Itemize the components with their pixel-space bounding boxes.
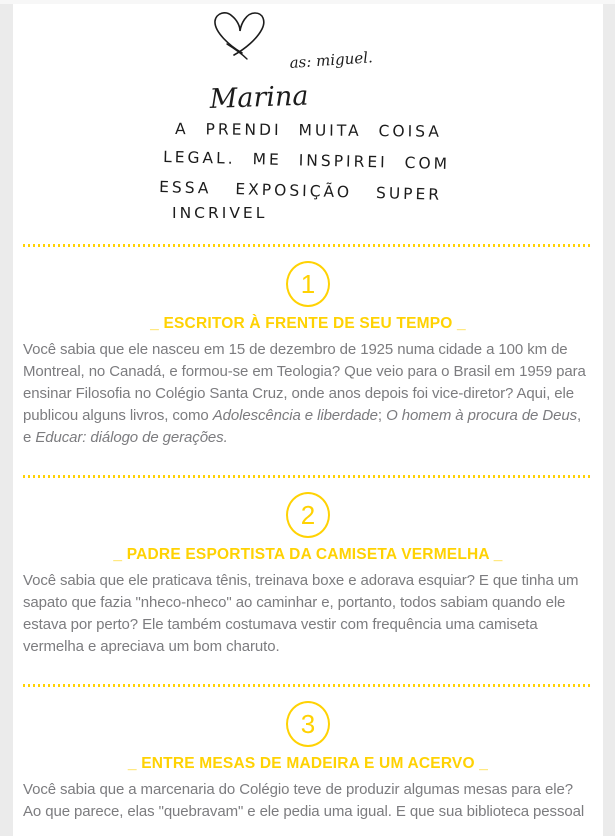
section-paragraph xyxy=(23,570,593,658)
note-message-line: A PRENDI MUITA COISA xyxy=(174,120,443,141)
note-message-line: LEGAL. ME INSPIREI COM xyxy=(162,148,451,174)
note-message-line: INCRIVEL xyxy=(172,204,268,222)
signature-text: as: miguel. xyxy=(289,48,374,72)
section-paragraph xyxy=(23,779,593,823)
paragraph-text: Você sabia que ele nasceu em 15 de dezembro de 1925 numa cidade a 100 km de Montreal, no Canadá, e formou-se em Teologia? Que veio para o Brasil em 1959 para ensinar Filosofia no Colégio Santa Cruz, onde anos depois foi vice-diretor? Aqui, ele publicou alguns livros, como xyxy=(23,341,586,424)
dotted-divider xyxy=(23,684,593,687)
section-block xyxy=(23,244,593,449)
section-number-badge xyxy=(286,261,330,307)
paragraph-text: , e xyxy=(23,407,582,446)
heart-icon xyxy=(215,13,264,59)
section-number: 1 xyxy=(300,269,316,299)
paragraph-text: Você sabia que a marcenaria do Colégio teve de produzir algumas mesas para ele? Ao que parece, elas "quebravam" e ele pedia uma igual. E que sua biblioteca pessoal xyxy=(23,781,585,820)
book-title: Educar: diálogo de gerações. xyxy=(35,429,228,446)
handwritten-note xyxy=(23,4,593,236)
section-block xyxy=(23,684,593,823)
paragraph-text: Você sabia que ele praticava tênis, treinava boxe e adorava esquiar? E que tinha um sapato que fazia "nheco-nheco" ao caminhar e, portanto, todos sabiam quando ele estava por perto? Ele também costumava vestir com frequência uma camiseta vermelha e apreciava um bom charuto. xyxy=(23,572,579,655)
section-number-badge xyxy=(286,492,330,538)
book-title: Adolescência e liberdade xyxy=(212,407,378,424)
section-title: _ ESCRITOR À FRENTE DE SEU TEMPO _ xyxy=(150,315,466,332)
dotted-divider xyxy=(23,475,593,478)
dotted-divider xyxy=(23,244,593,247)
note-message-line: ESSA EXPOSIÇÃO SUPER xyxy=(158,178,443,204)
book-title: O homem à procura de Deus xyxy=(386,407,577,424)
content-card xyxy=(13,4,603,836)
section-number: 3 xyxy=(300,709,316,739)
section-block xyxy=(23,475,593,658)
section-number: 2 xyxy=(300,500,316,530)
section-number-badge xyxy=(286,701,330,747)
section-title: _ ENTRE MESAS DE MADEIRA E UM ACERVO _ xyxy=(127,755,489,772)
section-paragraph xyxy=(23,339,593,449)
recipient-name: Marina xyxy=(209,80,309,115)
paragraph-text: ; xyxy=(377,407,387,424)
section-title: _ PADRE ESPORTISTA DA CAMISETA VERMELHA _ xyxy=(113,546,503,563)
